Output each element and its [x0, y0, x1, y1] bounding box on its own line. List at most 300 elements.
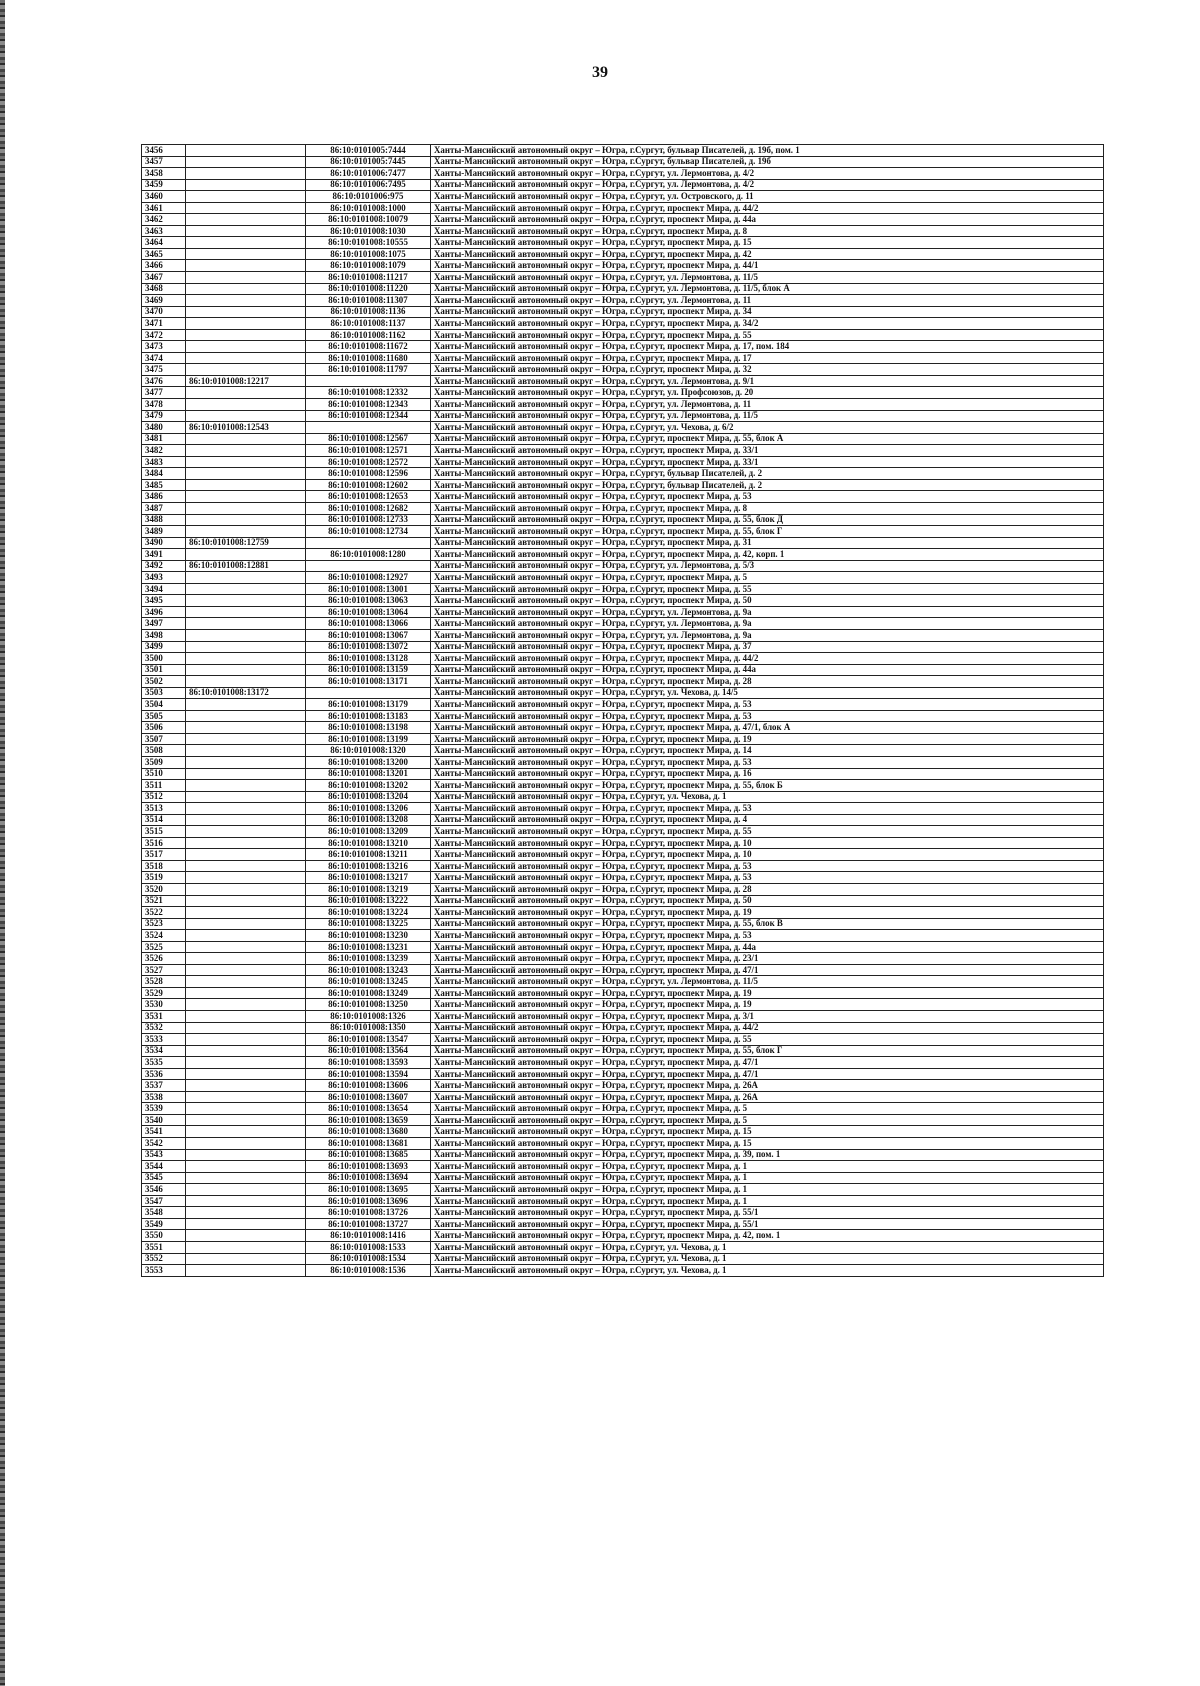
object-cadastral-number-cell — [186, 653, 306, 665]
object-cadastral-number-cell — [186, 410, 306, 422]
address-cell: Ханты-Мансийский автономный округ – Югра, г.Сургут, ул. Чехова, д. 1 — [431, 1253, 1104, 1265]
table-row — [142, 168, 1104, 180]
address-cell: Ханты-Мансийский автономный округ – Югра, г.Сургут, ул. Лермонтова, д. 9а — [431, 606, 1104, 618]
object-cadastral-number-cell — [186, 214, 306, 226]
table-row — [142, 422, 1104, 434]
row-number-cell: 3500 — [142, 653, 186, 665]
object-cadastral-number-cell — [186, 1161, 306, 1173]
object-cadastral-number-cell — [186, 1230, 306, 1242]
row-number-cell: 3537 — [142, 1080, 186, 1092]
table-row — [142, 445, 1104, 457]
object-cadastral-number-cell — [186, 248, 306, 260]
cadastral-number-cell: 86:10:0101005:7445 — [306, 156, 431, 168]
row-number-cell: 3515 — [142, 826, 186, 838]
row-number-cell: 3493 — [142, 572, 186, 584]
object-cadastral-number-cell: 86:10:0101008:12543 — [186, 422, 306, 434]
row-number-cell: 3459 — [142, 179, 186, 191]
table-row — [142, 780, 1104, 792]
address-cell: Ханты-Мансийский автономный округ – Югра, г.Сургут, проспект Мира, д. 5 — [431, 1114, 1104, 1126]
address-cell: Ханты-Мансийский автономный округ – Югра, г.Сургут, проспект Мира, д. 55 — [431, 826, 1104, 838]
object-cadastral-number-cell — [186, 907, 306, 919]
address-cell: Ханты-Мансийский автономный округ – Югра, г.Сургут, проспект Мира, д. 26А — [431, 1080, 1104, 1092]
row-number-cell: 3524 — [142, 930, 186, 942]
address-cell: Ханты-Мансийский автономный округ – Югра, г.Сургут, проспект Мира, д. 55/1 — [431, 1207, 1104, 1219]
table-row — [142, 352, 1104, 364]
object-cadastral-number-cell — [186, 710, 306, 722]
object-cadastral-number-cell — [186, 272, 306, 284]
object-cadastral-number-cell — [186, 479, 306, 491]
object-cadastral-number-cell — [186, 1265, 306, 1277]
table-row — [142, 1253, 1104, 1265]
table-row — [142, 514, 1104, 526]
cadastral-number-cell: 86:10:0101008:13201 — [306, 768, 431, 780]
object-cadastral-number-cell — [186, 1045, 306, 1057]
table-row — [142, 803, 1104, 815]
table-row — [142, 479, 1104, 491]
page-number: 39 — [592, 64, 608, 81]
row-number-cell: 3478 — [142, 399, 186, 411]
cadastral-number-cell: 86:10:0101008:1137 — [306, 318, 431, 330]
cadastral-number-cell: 86:10:0101008:13064 — [306, 606, 431, 618]
object-cadastral-number-cell — [186, 1080, 306, 1092]
cadastral-number-cell: 86:10:0101008:11797 — [306, 364, 431, 376]
address-cell: Ханты-Мансийский автономный округ – Югра, г.Сургут, проспект Мира, д. 53 — [431, 872, 1104, 884]
cadastral-number-cell: 86:10:0101008:13179 — [306, 699, 431, 711]
row-number-cell: 3529 — [142, 987, 186, 999]
table-row — [142, 733, 1104, 745]
address-cell: Ханты-Мансийский автономный округ – Югра, г.Сургут, проспект Мира, д. 55, блок Г — [431, 1045, 1104, 1057]
scan-edge-artifact — [0, 0, 5, 1686]
table-row — [142, 1161, 1104, 1173]
address-cell: Ханты-Мансийский автономный округ – Югра, г.Сургут, проспект Мира, д. 44/2 — [431, 202, 1104, 214]
table-row — [142, 1114, 1104, 1126]
table-row — [142, 699, 1104, 711]
address-cell: Ханты-Мансийский автономный округ – Югра, г.Сургут, проспект Мира, д. 34 — [431, 306, 1104, 318]
address-cell: Ханты-Мансийский автономный округ – Югра, г.Сургут, ул. Лермонтова, д. 4/2 — [431, 168, 1104, 180]
table-row — [142, 964, 1104, 976]
address-cell: Ханты-Мансийский автономный округ – Югра, г.Сургут, ул. Лермонтова, д. 11/5, блок А — [431, 283, 1104, 295]
cadastral-number-cell: 86:10:0101008:13727 — [306, 1218, 431, 1230]
object-cadastral-number-cell — [186, 225, 306, 237]
cadastral-number-cell: 86:10:0101008:12927 — [306, 572, 431, 584]
cadastral-number-cell: 86:10:0101008:13216 — [306, 860, 431, 872]
row-number-cell: 3553 — [142, 1265, 186, 1277]
table-row — [142, 1149, 1104, 1161]
table-row — [142, 329, 1104, 341]
row-number-cell: 3549 — [142, 1218, 186, 1230]
row-number-cell: 3509 — [142, 756, 186, 768]
table-row — [142, 826, 1104, 838]
table-row — [142, 1080, 1104, 1092]
row-number-cell: 3479 — [142, 410, 186, 422]
cadastral-number-cell: 86:10:0101008:13594 — [306, 1068, 431, 1080]
address-cell: Ханты-Мансийский автономный округ – Югра, г.Сургут, проспект Мира, д. 44а — [431, 214, 1104, 226]
object-cadastral-number-cell — [186, 156, 306, 168]
cadastral-number-cell: 86:10:0101008:1320 — [306, 745, 431, 757]
table-row — [142, 941, 1104, 953]
row-number-cell: 3552 — [142, 1253, 186, 1265]
cadastral-number-cell: 86:10:0101008:13128 — [306, 653, 431, 665]
object-cadastral-number-cell: 86:10:0101008:12759 — [186, 537, 306, 549]
object-cadastral-number-cell — [186, 768, 306, 780]
address-cell: Ханты-Мансийский автономный округ – Югра, г.Сургут, ул. Чехова, д. 14/5 — [431, 687, 1104, 699]
table-row — [142, 1034, 1104, 1046]
address-cell: Ханты-Мансийский автономный округ – Югра, г.Сургут, проспект Мира, д. 28 — [431, 884, 1104, 896]
address-cell: Ханты-Мансийский автономный округ – Югра, г.Сургут, проспект Мира, д. 15 — [431, 237, 1104, 249]
row-number-cell: 3507 — [142, 733, 186, 745]
address-cell: Ханты-Мансийский автономный округ – Югра, г.Сургут, ул. Чехова, д. 1 — [431, 1265, 1104, 1277]
row-number-cell: 3508 — [142, 745, 186, 757]
address-cell: Ханты-Мансийский автономный округ – Югра, г.Сургут, проспект Мира, д. 31 — [431, 537, 1104, 549]
row-number-cell: 3527 — [142, 964, 186, 976]
row-number-cell: 3518 — [142, 860, 186, 872]
cadastral-number-cell: 86:10:0101008:13659 — [306, 1114, 431, 1126]
row-number-cell: 3547 — [142, 1195, 186, 1207]
address-cell: Ханты-Мансийский автономный округ – Югра, г.Сургут, ул. Лермонтова, д. 11/5 — [431, 272, 1104, 284]
row-number-cell: 3550 — [142, 1230, 186, 1242]
object-cadastral-number-cell — [186, 756, 306, 768]
cadastral-number-cell: 86:10:0101008:1136 — [306, 306, 431, 318]
table-row — [142, 629, 1104, 641]
object-cadastral-number-cell — [186, 399, 306, 411]
object-cadastral-number-cell — [186, 1011, 306, 1023]
table-row — [142, 375, 1104, 387]
cadastral-number-cell: 86:10:0101008:13685 — [306, 1149, 431, 1161]
row-number-cell: 3463 — [142, 225, 186, 237]
table-row — [142, 953, 1104, 965]
cadastral-number-cell: 86:10:0101008:13225 — [306, 918, 431, 930]
object-cadastral-number-cell — [186, 872, 306, 884]
object-cadastral-number-cell — [186, 641, 306, 653]
row-number-cell: 3522 — [142, 907, 186, 919]
row-number-cell: 3519 — [142, 872, 186, 884]
table-row — [142, 710, 1104, 722]
cadastral-number-cell: 86:10:0101006:7495 — [306, 179, 431, 191]
cadastral-number-cell: 86:10:0101008:13249 — [306, 987, 431, 999]
row-number-cell: 3460 — [142, 191, 186, 203]
address-cell: Ханты-Мансийский автономный округ – Югра, г.Сургут, проспект Мира, д. 37 — [431, 641, 1104, 653]
table-row — [142, 687, 1104, 699]
row-number-cell: 3546 — [142, 1184, 186, 1196]
cadastral-number-cell: 86:10:0101008:1079 — [306, 260, 431, 272]
row-number-cell: 3497 — [142, 618, 186, 630]
cadastral-number-cell: 86:10:0101008:13222 — [306, 895, 431, 907]
table-row — [142, 653, 1104, 665]
table-row — [142, 641, 1104, 653]
cadastral-number-cell: 86:10:0101008:12602 — [306, 479, 431, 491]
table-row — [142, 433, 1104, 445]
table-row — [142, 976, 1104, 988]
table-row — [142, 1265, 1104, 1277]
cadastral-number-cell: 86:10:0101008:13564 — [306, 1045, 431, 1057]
cadastral-number-cell: 86:10:0101008:13209 — [306, 826, 431, 838]
object-cadastral-number-cell — [186, 1126, 306, 1138]
address-cell: Ханты-Мансийский автономный округ – Югра, г.Сургут, бульвар Писателей, д. 2 — [431, 468, 1104, 480]
object-cadastral-number-cell — [186, 1068, 306, 1080]
cadastral-number-cell: 86:10:0101008:13072 — [306, 641, 431, 653]
row-number-cell: 3517 — [142, 849, 186, 861]
object-cadastral-number-cell — [186, 549, 306, 561]
cadastral-number-cell: 86:10:0101008:1350 — [306, 1022, 431, 1034]
cadastral-number-cell: 86:10:0101008:1533 — [306, 1241, 431, 1253]
cadastral-number-cell: 86:10:0101008:12343 — [306, 399, 431, 411]
address-cell: Ханты-Мансийский автономный округ – Югра, г.Сургут, ул. Профсоюзов, д. 20 — [431, 387, 1104, 399]
address-cell: Ханты-Мансийский автономный округ – Югра, г.Сургут, проспект Мира, д. 44а — [431, 664, 1104, 676]
table-row — [142, 1068, 1104, 1080]
object-cadastral-number-cell — [186, 202, 306, 214]
object-cadastral-number-cell — [186, 595, 306, 607]
cadastral-number-cell: 86:10:0101008:1000 — [306, 202, 431, 214]
address-cell: Ханты-Мансийский автономный округ – Югра, г.Сургут, проспект Мира, д. 42 — [431, 248, 1104, 260]
cadastral-number-cell: 86:10:0101008:10079 — [306, 214, 431, 226]
row-number-cell: 3490 — [142, 537, 186, 549]
cadastral-number-cell: 86:10:0101008:13206 — [306, 803, 431, 815]
address-cell: Ханты-Мансийский автономный округ – Югра, г.Сургут, проспект Мира, д. 39, пом. 1 — [431, 1149, 1104, 1161]
address-cell: Ханты-Мансийский автономный округ – Югра, г.Сургут, проспект Мира, д. 55 — [431, 329, 1104, 341]
address-cell: Ханты-Мансийский автономный округ – Югра, г.Сургут, проспект Мира, д. 44/2 — [431, 1022, 1104, 1034]
object-cadastral-number-cell — [186, 780, 306, 792]
object-cadastral-number-cell — [186, 145, 306, 157]
cadastral-number-cell: 86:10:0101008:13204 — [306, 791, 431, 803]
table-row — [142, 595, 1104, 607]
address-cell: Ханты-Мансийский автономный округ – Югра, г.Сургут, проспект Мира, д. 53 — [431, 699, 1104, 711]
object-cadastral-number-cell — [186, 295, 306, 307]
object-cadastral-number-cell — [186, 168, 306, 180]
table-row — [142, 930, 1104, 942]
row-number-cell: 3462 — [142, 214, 186, 226]
cadastral-number-cell: 86:10:0101008:12344 — [306, 410, 431, 422]
object-cadastral-number-cell — [186, 306, 306, 318]
row-number-cell: 3534 — [142, 1045, 186, 1057]
cadastral-number-cell: 86:10:0101008:13239 — [306, 953, 431, 965]
cadastral-number-cell: 86:10:0101008:12332 — [306, 387, 431, 399]
object-cadastral-number-cell — [186, 1034, 306, 1046]
address-cell: Ханты-Мансийский автономный округ – Югра, г.Сургут, проспект Мира, д. 4 — [431, 814, 1104, 826]
table-row — [142, 837, 1104, 849]
cadastral-number-cell: 86:10:0101008:11680 — [306, 352, 431, 364]
object-cadastral-number-cell — [186, 930, 306, 942]
row-number-cell: 3544 — [142, 1161, 186, 1173]
table-row — [142, 814, 1104, 826]
row-number-cell: 3470 — [142, 306, 186, 318]
table-row — [142, 156, 1104, 168]
table-row — [142, 318, 1104, 330]
property-table — [141, 144, 1104, 1277]
row-number-cell: 3492 — [142, 560, 186, 572]
row-number-cell: 3533 — [142, 1034, 186, 1046]
object-cadastral-number-cell — [186, 1022, 306, 1034]
table-row — [142, 1057, 1104, 1069]
row-number-cell: 3466 — [142, 260, 186, 272]
row-number-cell: 3525 — [142, 941, 186, 953]
address-cell: Ханты-Мансийский автономный округ – Югра, г.Сургут, ул. Лермонтова, д. 11 — [431, 399, 1104, 411]
address-cell: Ханты-Мансийский автономный округ – Югра, г.Сургут, проспект Мира, д. 8 — [431, 502, 1104, 514]
object-cadastral-number-cell — [186, 387, 306, 399]
row-number-cell: 3510 — [142, 768, 186, 780]
table-row — [142, 895, 1104, 907]
table-row — [142, 987, 1104, 999]
address-cell: Ханты-Мансийский автономный округ – Югра, г.Сургут, проспект Мира, д. 34/2 — [431, 318, 1104, 330]
table-row — [142, 1195, 1104, 1207]
row-number-cell: 3486 — [142, 491, 186, 503]
address-cell: Ханты-Мансийский автономный округ – Югра, г.Сургут, проспект Мира, д. 19 — [431, 733, 1104, 745]
object-cadastral-number-cell — [186, 791, 306, 803]
cadastral-number-cell: 86:10:0101008:13200 — [306, 756, 431, 768]
table-row — [142, 664, 1104, 676]
address-cell: Ханты-Мансийский автономный округ – Югра, г.Сургут, ул. Островского, д. 11 — [431, 191, 1104, 203]
address-cell: Ханты-Мансийский автономный округ – Югра, г.Сургут, проспект Мира, д. 26А — [431, 1091, 1104, 1103]
object-cadastral-number-cell — [186, 1057, 306, 1069]
row-number-cell: 3464 — [142, 237, 186, 249]
address-cell: Ханты-Мансийский автономный округ – Югра, г.Сургут, проспект Мира, д. 42, пом. 1 — [431, 1230, 1104, 1242]
cadastral-number-cell: 86:10:0101008:13607 — [306, 1091, 431, 1103]
row-number-cell: 3495 — [142, 595, 186, 607]
table-row — [142, 1011, 1104, 1023]
cadastral-number-cell — [306, 687, 431, 699]
object-cadastral-number-cell — [186, 179, 306, 191]
object-cadastral-number-cell — [186, 445, 306, 457]
cadastral-number-cell: 86:10:0101008:1416 — [306, 1230, 431, 1242]
table-row — [142, 676, 1104, 688]
table-row — [142, 606, 1104, 618]
table-row — [142, 1126, 1104, 1138]
table-row — [142, 387, 1104, 399]
object-cadastral-number-cell — [186, 583, 306, 595]
address-cell: Ханты-Мансийский автономный округ – Югра, г.Сургут, проспект Мира, д. 32 — [431, 364, 1104, 376]
row-number-cell: 3472 — [142, 329, 186, 341]
cadastral-number-cell: 86:10:0101008:1030 — [306, 225, 431, 237]
address-cell: Ханты-Мансийский автономный округ – Югра, г.Сургут, проспект Мира, д. 15 — [431, 1138, 1104, 1150]
table-row — [142, 756, 1104, 768]
table-row — [142, 768, 1104, 780]
object-cadastral-number-cell — [186, 918, 306, 930]
object-cadastral-number-cell — [186, 814, 306, 826]
table-row — [142, 225, 1104, 237]
row-number-cell: 3516 — [142, 837, 186, 849]
table-row — [142, 364, 1104, 376]
cadastral-number-cell: 86:10:0101008:11217 — [306, 272, 431, 284]
cadastral-number-cell: 86:10:0101008:13183 — [306, 710, 431, 722]
object-cadastral-number-cell — [186, 1195, 306, 1207]
row-number-cell: 3526 — [142, 953, 186, 965]
row-number-cell: 3539 — [142, 1103, 186, 1115]
address-cell: Ханты-Мансийский автономный округ – Югра, г.Сургут, проспект Мира, д. 15 — [431, 1126, 1104, 1138]
row-number-cell: 3484 — [142, 468, 186, 480]
table-row — [142, 502, 1104, 514]
cadastral-number-cell: 86:10:0101008:12567 — [306, 433, 431, 445]
cadastral-number-cell: 86:10:0101008:13171 — [306, 676, 431, 688]
row-number-cell: 3499 — [142, 641, 186, 653]
address-cell: Ханты-Мансийский автономный округ – Югра, г.Сургут, проспект Мира, д. 50 — [431, 595, 1104, 607]
table-row — [142, 872, 1104, 884]
row-number-cell: 3488 — [142, 514, 186, 526]
cadastral-number-cell: 86:10:0101008:13217 — [306, 872, 431, 884]
table-row — [142, 537, 1104, 549]
cadastral-number-cell: 86:10:0101008:13245 — [306, 976, 431, 988]
table-row — [142, 791, 1104, 803]
object-cadastral-number-cell — [186, 468, 306, 480]
cadastral-number-cell — [306, 375, 431, 387]
object-cadastral-number-cell — [186, 1091, 306, 1103]
table-row — [142, 145, 1104, 157]
cadastral-number-cell: 86:10:0101008:13696 — [306, 1195, 431, 1207]
table-row — [142, 860, 1104, 872]
row-number-cell: 3521 — [142, 895, 186, 907]
address-cell: Ханты-Мансийский автономный округ – Югра, г.Сургут, проспект Мира, д. 53 — [431, 803, 1104, 815]
address-cell: Ханты-Мансийский автономный округ – Югра, г.Сургут, проспект Мира, д. 42, корп. 1 — [431, 549, 1104, 561]
object-cadastral-number-cell — [186, 364, 306, 376]
row-number-cell: 3543 — [142, 1149, 186, 1161]
table-row — [142, 191, 1104, 203]
table-row — [142, 202, 1104, 214]
table-row — [142, 491, 1104, 503]
table-row — [142, 722, 1104, 734]
cadastral-number-cell: 86:10:0101008:13224 — [306, 907, 431, 919]
row-number-cell: 3487 — [142, 502, 186, 514]
cadastral-number-cell: 86:10:0101008:13001 — [306, 583, 431, 595]
table-row — [142, 1103, 1104, 1115]
table-row — [142, 1218, 1104, 1230]
table-row — [142, 560, 1104, 572]
row-number-cell: 3511 — [142, 780, 186, 792]
cadastral-number-cell: 86:10:0101006:7477 — [306, 168, 431, 180]
object-cadastral-number-cell — [186, 722, 306, 734]
row-number-cell: 3480 — [142, 422, 186, 434]
table-row — [142, 248, 1104, 260]
cadastral-number-cell: 86:10:0101008:13680 — [306, 1126, 431, 1138]
cadastral-number-cell: 86:10:0101008:12572 — [306, 456, 431, 468]
row-number-cell: 3496 — [142, 606, 186, 618]
row-number-cell: 3468 — [142, 283, 186, 295]
cadastral-number-cell: 86:10:0101008:13230 — [306, 930, 431, 942]
table-row — [142, 1022, 1104, 1034]
object-cadastral-number-cell — [186, 699, 306, 711]
address-cell: Ханты-Мансийский автономный округ – Югра, г.Сургут, проспект Мира, д. 1 — [431, 1161, 1104, 1173]
object-cadastral-number-cell — [186, 976, 306, 988]
row-number-cell: 3528 — [142, 976, 186, 988]
row-number-cell: 3475 — [142, 364, 186, 376]
cadastral-number-cell: 86:10:0101008:13198 — [306, 722, 431, 734]
cadastral-number-cell: 86:10:0101008:13219 — [306, 884, 431, 896]
row-number-cell: 3535 — [142, 1057, 186, 1069]
table-row — [142, 583, 1104, 595]
row-number-cell: 3540 — [142, 1114, 186, 1126]
object-cadastral-number-cell — [186, 953, 306, 965]
row-number-cell: 3473 — [142, 341, 186, 353]
cadastral-number-cell: 86:10:0101008:1075 — [306, 248, 431, 260]
row-number-cell: 3456 — [142, 145, 186, 157]
cadastral-number-cell: 86:10:0101008:1536 — [306, 1265, 431, 1277]
cadastral-number-cell: 86:10:0101008:13067 — [306, 629, 431, 641]
address-cell: Ханты-Мансийский автономный округ – Югра, г.Сургут, бульвар Писателей, д. 2 — [431, 479, 1104, 491]
table-row — [142, 849, 1104, 861]
cadastral-number-cell: 86:10:0101008:13231 — [306, 941, 431, 953]
address-cell: Ханты-Мансийский автономный округ – Югра, г.Сургут, проспект Мира, д. 19 — [431, 987, 1104, 999]
cadastral-number-cell: 86:10:0101008:11672 — [306, 341, 431, 353]
cadastral-number-cell: 86:10:0101008:10555 — [306, 237, 431, 249]
address-cell: Ханты-Мансийский автономный округ – Югра, г.Сургут, проспект Мира, д. 17 — [431, 352, 1104, 364]
row-number-cell: 3485 — [142, 479, 186, 491]
table-row — [142, 1045, 1104, 1057]
object-cadastral-number-cell — [186, 1103, 306, 1115]
row-number-cell: 3457 — [142, 156, 186, 168]
row-number-cell: 3545 — [142, 1172, 186, 1184]
address-cell: Ханты-Мансийский автономный округ – Югра, г.Сургут, проспект Мира, д. 14 — [431, 745, 1104, 757]
address-cell: Ханты-Мансийский автономный округ – Югра, г.Сургут, ул. Чехова, д. 1 — [431, 791, 1104, 803]
address-cell: Ханты-Мансийский автономный округ – Югра, г.Сургут, проспект Мира, д. 44/1 — [431, 260, 1104, 272]
object-cadastral-number-cell — [186, 629, 306, 641]
object-cadastral-number-cell — [186, 606, 306, 618]
